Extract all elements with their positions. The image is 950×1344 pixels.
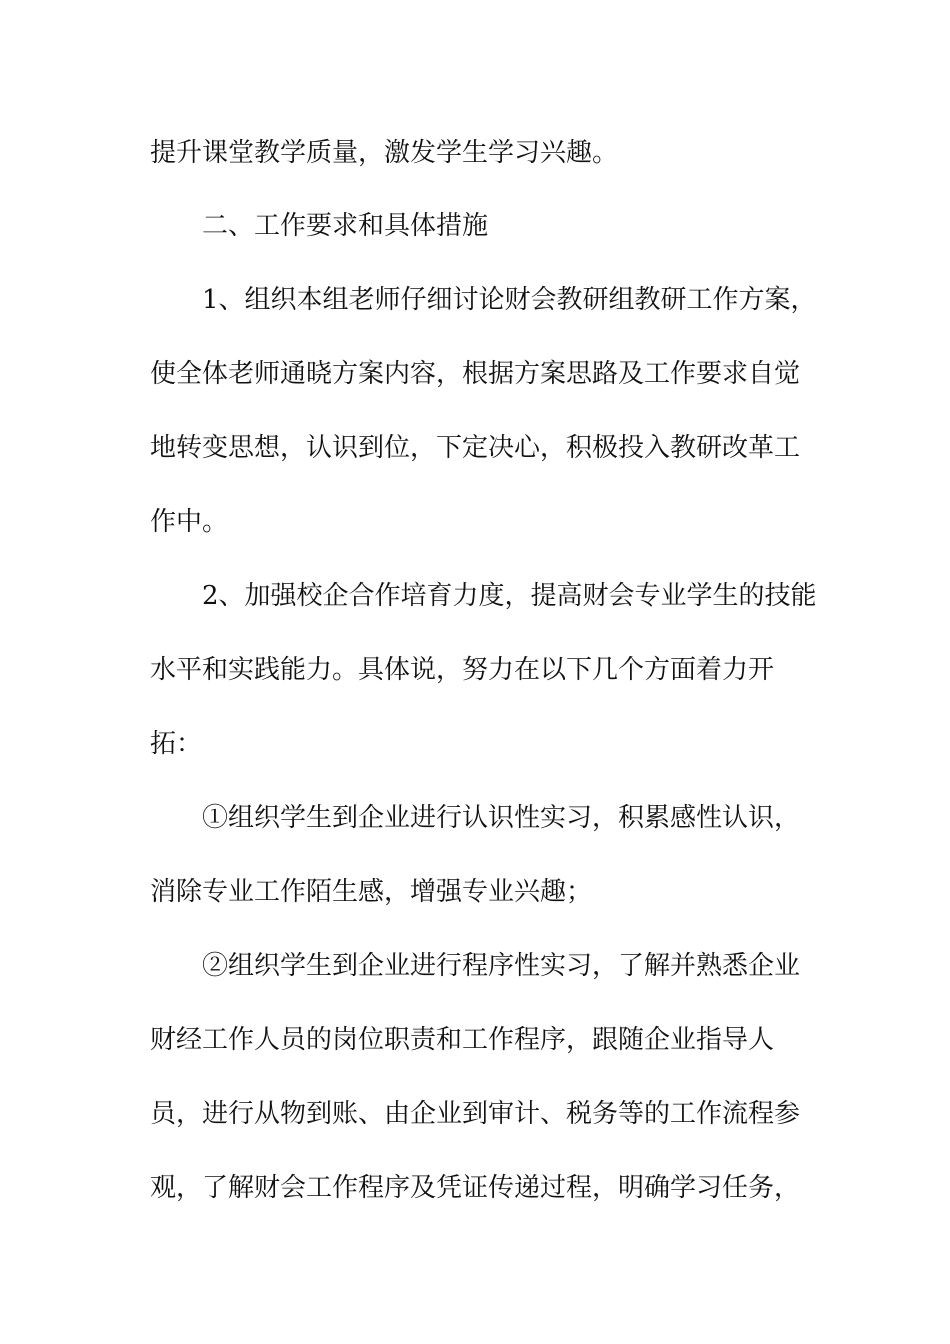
body-text-line: ①组织学生到企业进行认识性实习，积累感性认识， — [202, 803, 801, 833]
body-text-line: 1、组织本组老师仔细讨论财会教研组教研工作方案， — [202, 285, 817, 315]
body-text-line: 员，进行从物到账、由企业到审计、税务等的工作流程参 — [150, 1099, 801, 1129]
body-text-line: 2、加强校企合作培育力度，提高财会专业学生的技能 — [202, 581, 817, 611]
body-text-line: 财经工作人员的岗位职责和工作程序，跟随企业指导人 — [150, 1025, 775, 1055]
body-text-line: 提升课堂教学质量，激发学生学习兴趣。 — [150, 138, 619, 168]
section-heading: 二、工作要求和具体措施 — [202, 211, 489, 241]
body-text-line: ②组织学生到企业进行程序性实习，了解并熟悉企业 — [202, 951, 801, 981]
body-text-line: 作中。 — [150, 507, 229, 537]
body-text-line: 水平和实践能力。具体说，努力在以下几个方面着力开 — [150, 655, 775, 685]
body-text-line: 消除专业工作陌生感，增强专业兴趣； — [150, 877, 593, 907]
body-text-line: 观，了解财会工作程序及凭证传递过程，明确学习任务， — [150, 1173, 801, 1203]
body-text-line: 使全体老师通晓方案内容，根据方案思路及工作要求自觉 — [150, 359, 801, 389]
body-text-line: 地转变思想，认识到位，下定决心，积极投入教研改革工 — [150, 433, 801, 463]
body-text-line: 拓： — [150, 729, 203, 759]
